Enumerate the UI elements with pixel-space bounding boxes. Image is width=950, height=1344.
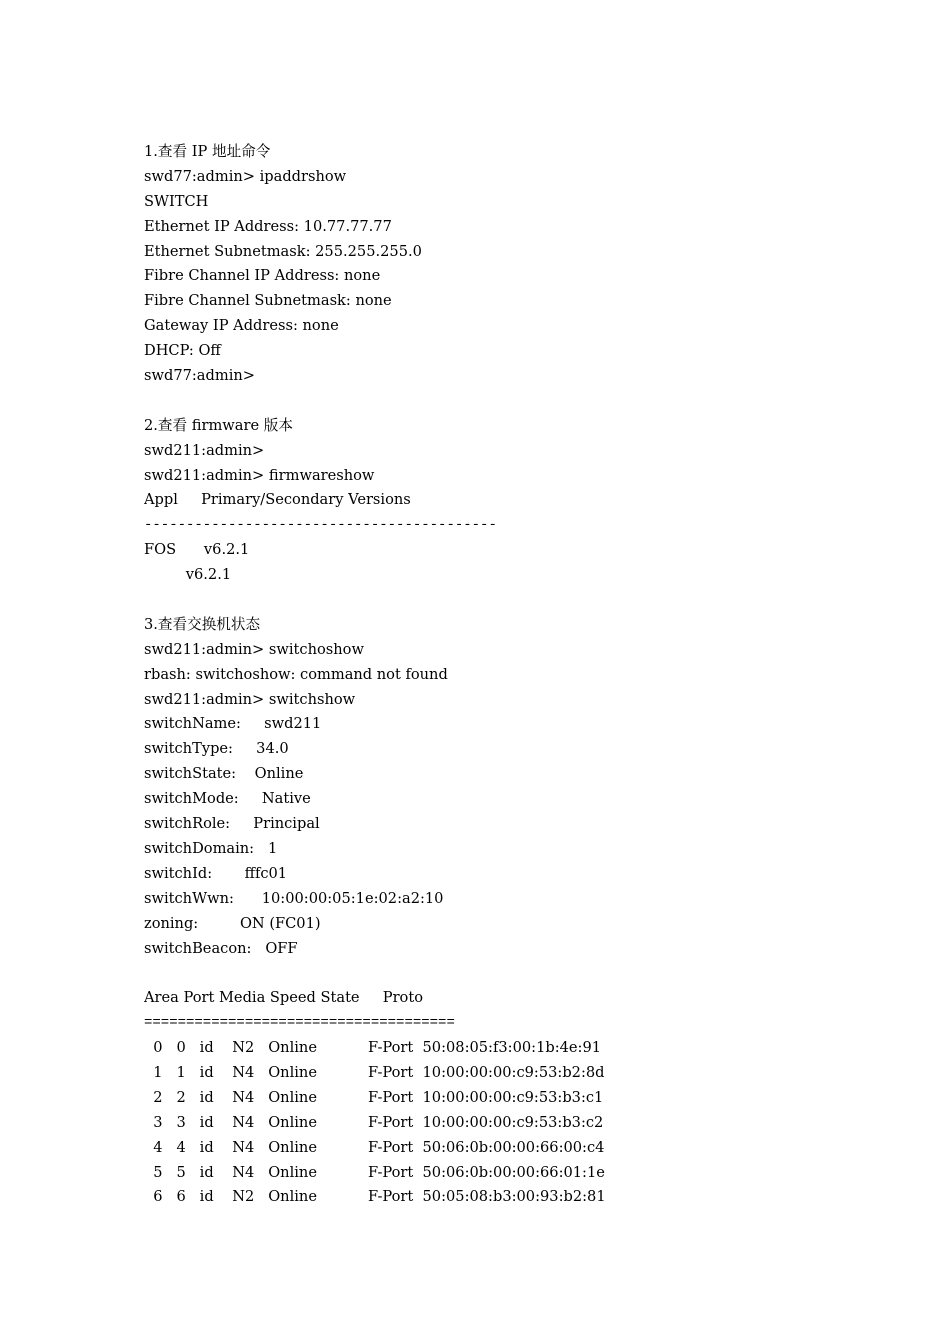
port-row: 1 1 id N4 Online F-Port 10:00:00:00:c9:53:b2:8d xyxy=(144,1063,605,1081)
port-row: 0 0 id N2 Online F-Port 50:08:05:f3:00:1b:4e:91 xyxy=(144,1039,602,1057)
heading-ip-address: 1.查看 IP 地址命令 xyxy=(144,143,271,160)
output-line: DHCP: Off xyxy=(144,342,221,360)
output-line: switchName: swd211 xyxy=(144,715,322,733)
output-line: switchState: Online xyxy=(144,765,304,783)
output-line: Fibre Channel IP Address: none xyxy=(144,267,381,285)
output-line: Ethernet IP Address: 10.77.77.77 xyxy=(144,217,392,235)
port-row: 6 6 id N2 Online F-Port 50:05:08:b3:00:93:b2:81 xyxy=(144,1188,606,1206)
divider-equals: ===================================== xyxy=(144,1015,455,1032)
blank-line xyxy=(144,961,904,986)
output-line: switchWwn: 10:00:00:05:1e:02:a2:10 xyxy=(144,889,444,907)
port-row: 2 2 id N4 Online F-Port 10:00:00:00:c9:53:b3:c1 xyxy=(144,1088,604,1106)
port-row: 4 4 id N4 Online F-Port 50:06:0b:00:00:66:00:c4 xyxy=(144,1138,605,1156)
output-line: zoning: ON (FC01) xyxy=(144,914,321,932)
document-body xyxy=(144,140,904,1210)
output-line: v6.2.1 xyxy=(144,566,232,584)
command-line: swd211:admin> switchshow xyxy=(144,690,356,708)
output-line: Fibre Channel Subnetmask: none xyxy=(144,292,392,310)
output-line: switchDomain: 1 xyxy=(144,839,278,857)
output-line: switchRole: Principal xyxy=(144,815,320,833)
command-line: swd211:admin> firmwareshow xyxy=(144,466,375,484)
blank-line xyxy=(144,588,904,613)
command-line: swd211:admin> switchoshow xyxy=(144,640,364,658)
output-line: switchId: fffc01 xyxy=(144,864,288,882)
port-row: 3 3 id N4 Online F-Port 10:00:00:00:c9:53:b3:c2 xyxy=(144,1113,604,1131)
blank-line xyxy=(144,389,904,414)
prompt-line: swd77:admin> xyxy=(144,367,255,385)
prompt-line: swd211:admin> xyxy=(144,441,265,459)
table-header: Appl Primary/Secondary Versions xyxy=(144,491,411,509)
output-line: switchMode: Native xyxy=(144,790,311,808)
table-header: Area Port Media Speed State Proto xyxy=(144,989,423,1007)
output-line: Gateway IP Address: none xyxy=(144,317,339,335)
heading-switch-status: 3.查看交换机状态 xyxy=(144,615,261,633)
output-line: FOS v6.2.1 xyxy=(144,541,250,559)
command-line: swd77:admin> ipaddrshow xyxy=(144,167,347,185)
output-line: Ethernet Subnetmask: 255.255.255.0 xyxy=(144,242,422,260)
error-line: rbash: switchoshow: command not found xyxy=(144,665,448,683)
output-line: switchBeacon: OFF xyxy=(144,939,298,957)
output-line: switchType: 34.0 xyxy=(144,740,289,758)
divider-dashes: ------------------------------------------ xyxy=(144,517,497,534)
port-row: 5 5 id N4 Online F-Port 50:06:0b:00:00:66:01:1e xyxy=(144,1163,605,1181)
output-line: SWITCH xyxy=(144,192,209,210)
heading-firmware: 2.查看 firmware 版本 xyxy=(144,416,293,434)
